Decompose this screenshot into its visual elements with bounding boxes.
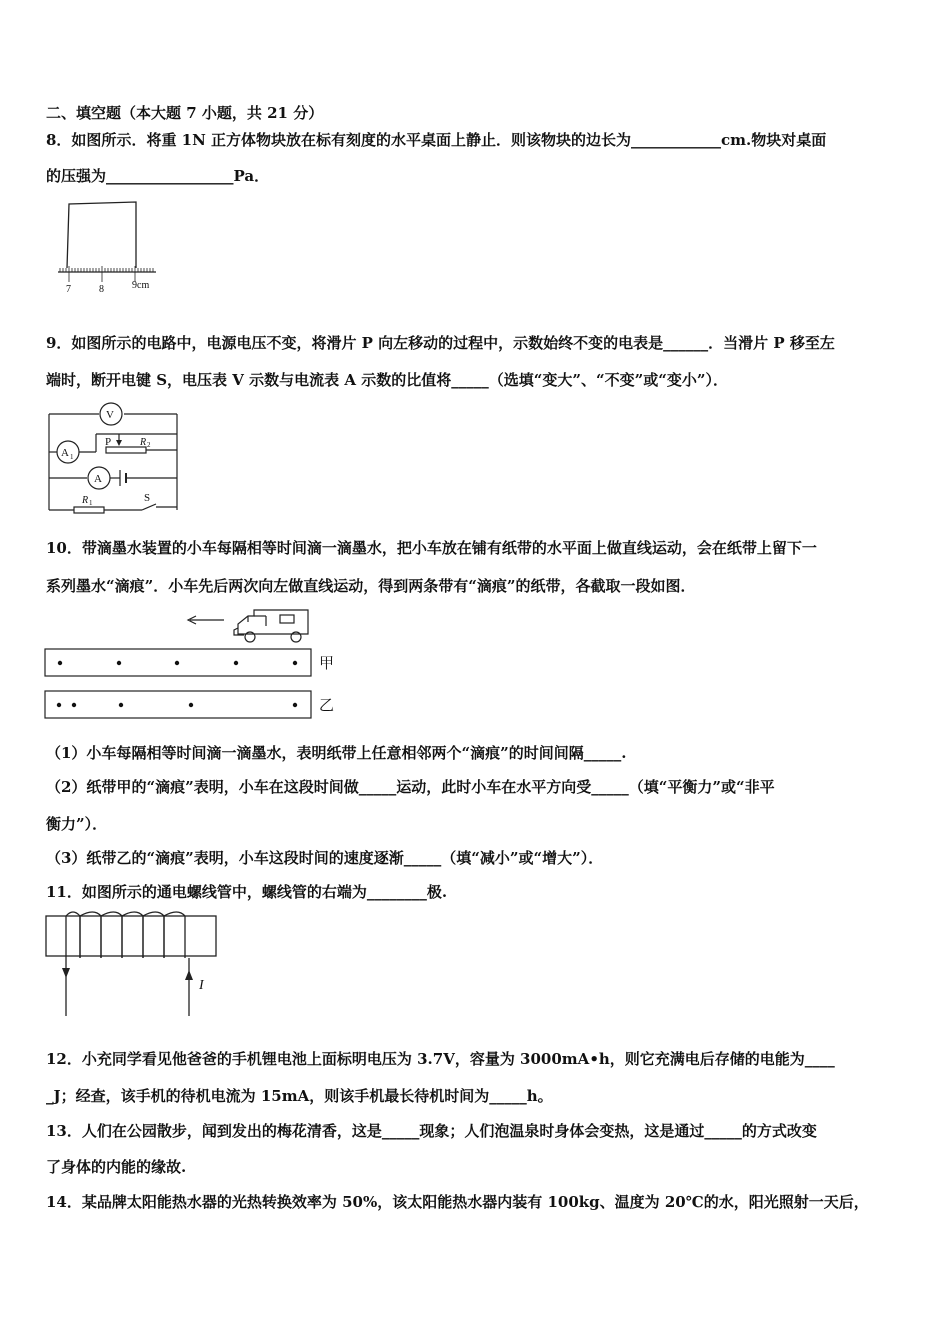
slider-p-label: P [105,436,112,448]
current-label: I [199,978,204,993]
switch-s-label: S [144,492,151,504]
ink-drop [189,703,193,707]
ruler-label-8: 8 [99,284,104,295]
up-arrow-icon [185,970,193,980]
q10-sub3: （3）纸带乙的“滴痕”表明，小车这段时间的速度逐渐_____（填“减小”或“增大”）． [46,849,604,867]
ink-drop [234,661,238,665]
tape-a-label: 甲 [319,654,335,672]
q10-text-line2: 系列墨水“滴痕”．小车先后两次向左做直线运动，得到两条带有“滴痕”的纸带，各截取一段如图． [46,577,696,595]
q12-text-line2: _J；经查，该手机的待机电流为 15mA，则该手机最长待机时间为_____h。 [46,1087,553,1105]
ink-drop [119,703,123,707]
ink-drop [175,661,179,665]
ink-drop [72,703,76,707]
q10-text-line1: 10．带滴墨水装置的小车每隔相等时间滴一滴墨水，把小车放在铺有纸带的水平面上做直线运动，会在纸带上留下一 [46,539,817,557]
q14-text-line1: 14．某品牌太阳能热水器的光热转换效率为 50%，该太阳能热水器内装有 100kg、温度为 20℃的水，阳光照射一天后， [46,1193,869,1211]
tape-b [44,690,314,720]
cube-block [67,202,136,268]
q8-ruler-figure [52,198,162,298]
ruler-label-7: 7 [66,284,71,295]
ammeter-a-label: A [94,473,102,485]
section-heading: 二、填空题（本大题 7 小题，共 21 分） [46,104,324,122]
q9-text-line1: 9．如图所示的电路中，电源电压不变，将滑片 P 向左移动的过程中，示数始终不变的电表是______．当滑片 P 移至左 [46,334,835,352]
q11-solenoid-figure [44,912,224,1022]
ammeter-a1-sub: 1 [70,453,74,461]
tape-a [44,648,314,678]
q10-car-figure [182,608,312,648]
ink-drop [58,661,62,665]
q10-sub2-line2: 衡力”）． [46,815,108,833]
tape-b-label: 乙 [319,696,335,714]
solenoid-core [46,916,216,956]
q12-text-line1: 12．小充同学看见他爸爸的手机锂电池上面标明电压为 3.7V，容量为 3000mA•h，则它充满电后存储的电能为____ [46,1050,835,1068]
voltmeter-label: V [106,409,114,421]
ammeter-a1-label: A [61,447,69,459]
r2-sub: 2 [147,441,151,449]
q11-text-line1: 11．如图所示的通电螺线管中，螺线管的右端为________极. [46,883,448,901]
q13-text-line1: 13．人们在公园散步，闻到发出的梅花清香，这是_____现象；人们泡温泉时身体会变热，这是通过_____的方式改变 [46,1122,817,1140]
r1-label: R [82,495,89,506]
ink-drop [57,703,61,707]
q10-sub2-line1: （2）纸带甲的“滴痕”表明，小车在这段时间做_____运动，此时小车在水平方向受_____（填“平衡力”或“非平 [46,778,775,796]
r1-sub: 1 [89,499,93,507]
q10-sub1: （1）小车每隔相等时间滴一滴墨水，表明纸带上任意相邻两个“滴痕”的时间间隔_____. [46,744,627,762]
r2-label: R [140,437,147,448]
q8-text-line1: 8．如图所示．将重 1N 正方体物块放在标有刻度的水平桌面上静止．则该物块的边长为____________cm.物块对桌面 [46,131,827,149]
q9-circuit-figure [44,400,184,515]
q13-text-line2: 了身体的内能的缘故. [46,1158,187,1176]
ink-drop [293,703,297,707]
ink-drop [117,661,121,665]
down-arrow-icon [62,968,70,978]
q9-text-line2: 端时，断开电键 S，电压表 V 示数与电流表 A 示数的比值将_____（选填“变大”、“不变”或“变小”）． [46,371,728,389]
ruler-label-9cm: 9cm [132,280,150,291]
q8-text-line2: 的压强为_________________Pa． [46,167,270,185]
ink-drop [293,661,297,665]
